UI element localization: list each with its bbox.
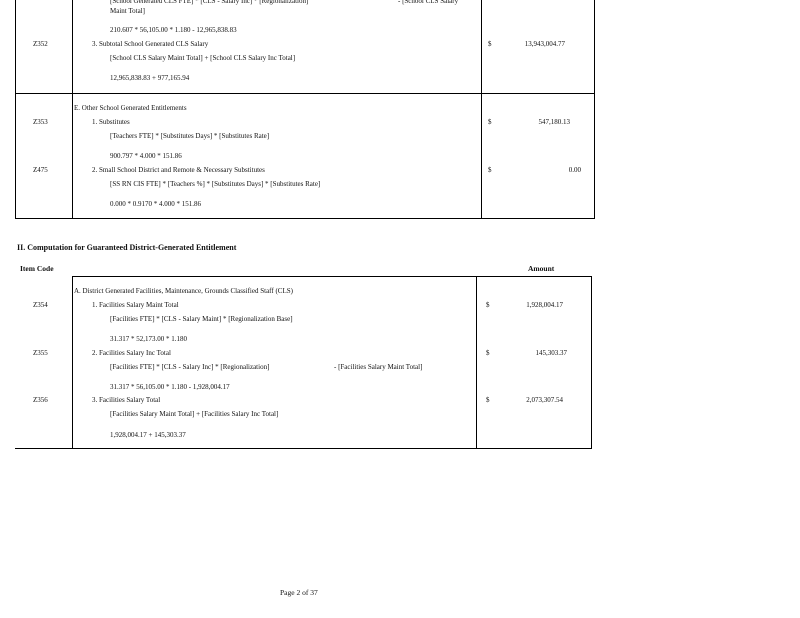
item-label-z354: 1. Facilities Salary Maint Total [92, 301, 179, 309]
column-header-item-code: Item Code [20, 264, 54, 273]
partial-formula-line1: [School Generated CLS FTE] * [CLS - Salary Inc] * [Regionalization] [110, 0, 309, 5]
item-calc-z355: 31.317 * 56,105.00 * 1.180 - 1,928,004.17 [110, 383, 230, 391]
item-code-z353: Z353 [33, 118, 48, 126]
item-calc-z475: 0.000 * 0.9170 * 4.000 * 151.86 [110, 200, 201, 208]
item-calc-z352: 12,965,838.83 + 977,165.94 [110, 74, 190, 82]
item-label-z352: 3. Subtotal School Generated CLS Salary [92, 40, 209, 48]
item-calc-z353: 900.797 * 4.000 * 151.86 [110, 152, 182, 160]
item-formula-z475: [SS RN CIS FTE] * [Teachers %] * [Substitutes Days] * [Substitutes Rate] [110, 180, 321, 188]
item-formula-z355-right: - [Facilities Salary Maint Total] [334, 363, 423, 371]
group-a-title: A. District Generated Facilities, Maintenance, Grounds Classified Staff (CLS) [74, 287, 293, 295]
item-code-z354: Z354 [33, 301, 48, 309]
item-amount-z353: 547,180.13 [538, 118, 570, 126]
item-code-z475: Z475 [33, 166, 48, 174]
item-formula-z356: [Facilities Salary Maint Total] + [Facilities Salary Inc Total] [110, 410, 279, 418]
partial-formula-line1-right: - [School CLS Salary [398, 0, 459, 5]
item-amount-z355: 145,303.37 [535, 349, 567, 357]
table1-code-divider [72, 0, 73, 219]
dollar-sign-z354: $ [486, 301, 490, 309]
dollar-sign-z352: $ [488, 40, 492, 48]
item-label-z355: 2. Facilities Salary Inc Total [92, 349, 171, 357]
table2-bottom-border [15, 448, 592, 449]
dollar-sign-z355: $ [486, 349, 490, 357]
table1-row-divider [15, 93, 595, 94]
partial-formula-line2: Maint Total] [110, 7, 145, 15]
item-code-z355: Z355 [33, 349, 48, 357]
table2-code-divider [72, 276, 73, 449]
table2-top-border [72, 276, 592, 277]
item-label-z356: 3. Facilities Salary Total [92, 396, 161, 404]
item-amount-z475: 0.00 [568, 166, 581, 174]
item-code-z356: Z356 [33, 396, 48, 404]
partial-calc: 210.607 * 56,105.00 * 1.180 - 12,965,838.83 [110, 26, 237, 34]
table2-right-border [591, 276, 592, 449]
item-label-z475: 2. Small School District and Remote & Necessary Substitutes [92, 166, 265, 174]
item-calc-z356: 1,928,004.17 + 145,303.37 [110, 431, 186, 439]
item-formula-z354: [Facilities FTE] * [CLS - Salary Maint] * [Regionalization Base] [110, 315, 293, 323]
item-calc-z354: 31.317 * 52,173.00 * 1.180 [110, 335, 187, 343]
item-formula-z353: [Teachers FTE] * [Substitutes Days] * [Substitutes Rate] [110, 132, 270, 140]
item-amount-z354: 1,928,004.17 [526, 301, 563, 309]
item-code-z352: Z352 [33, 40, 48, 48]
item-amount-z356: 2,073,307.54 [526, 396, 563, 404]
page-number: Page 2 of 37 [280, 588, 318, 597]
dollar-sign-z353: $ [488, 118, 492, 126]
item-formula-z352: [School CLS Salary Maint Total] + [School CLS Salary Inc Total] [110, 54, 296, 62]
table1-amount-divider [481, 0, 482, 219]
dollar-sign-z475: $ [488, 166, 492, 174]
item-amount-z352: 13,943,004.77 [524, 40, 565, 48]
column-header-amount: Amount [528, 264, 555, 273]
item-label-z353: 1. Substitutes [92, 118, 130, 126]
table1-left-border [15, 0, 16, 219]
group-e-title: E. Other School Generated Entitlements [74, 104, 187, 112]
item-formula-z355: [Facilities FTE] * [CLS - Salary Inc] * [Regionalization] [110, 363, 270, 371]
table1-right-border [594, 0, 595, 219]
dollar-sign-z356: $ [486, 396, 490, 404]
table1-bottom-border [15, 218, 595, 219]
section2-heading: II. Computation for Guaranteed District-Generated Entitlement [17, 243, 237, 252]
